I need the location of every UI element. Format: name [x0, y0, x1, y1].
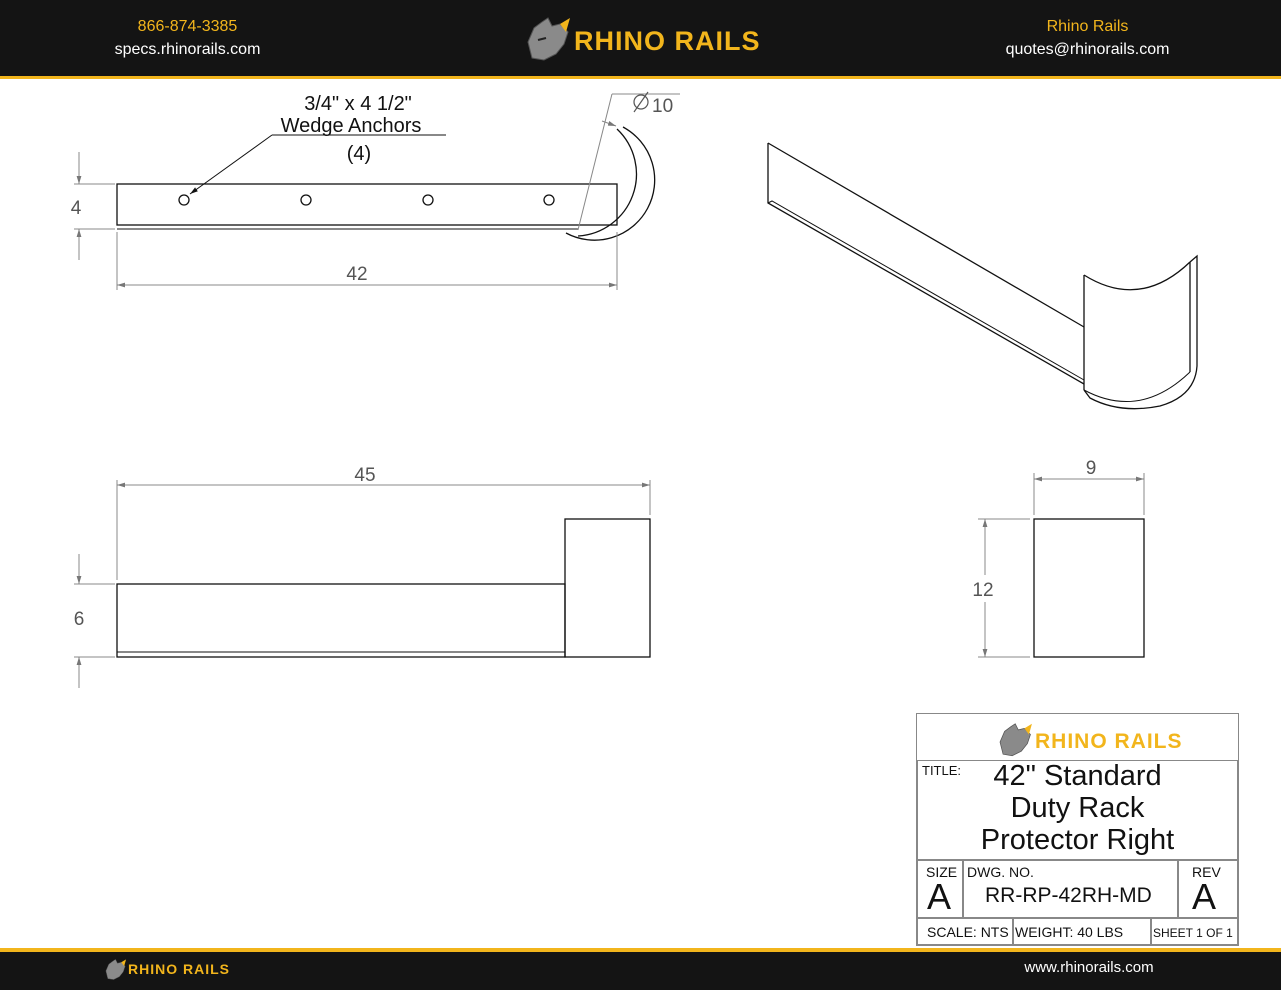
top-view-plate — [117, 184, 617, 225]
iso-cylinder-bottom — [1084, 372, 1190, 402]
sheet-value: SHEET 1 OF 1 — [1153, 926, 1233, 940]
anchor-leader-arrow — [190, 135, 272, 194]
dim-top-length-label: 42 — [346, 264, 368, 285]
anchor-hole-3 — [423, 195, 433, 205]
dim-side-length-label: 45 — [354, 465, 376, 486]
title-block-logo — [997, 718, 1183, 760]
iso-cylinder-outer — [1084, 256, 1197, 409]
diameter-leader — [578, 94, 612, 230]
iso-plate-edge — [768, 201, 1084, 380]
rev-value: A — [1192, 876, 1217, 917]
anchor-hole-1 — [179, 195, 189, 205]
isometric-view — [768, 143, 1197, 409]
side-view-plate — [117, 584, 565, 657]
footer-website-link[interactable]: www.rhinorails.com — [1024, 959, 1154, 976]
rev-label: REV — [1192, 864, 1221, 880]
drawing-title-line2: Duty Rack — [1010, 792, 1145, 824]
dim-end-width-label: 9 — [1085, 458, 1097, 479]
dwg-number: RR-RP-42RH-MD — [985, 884, 1152, 907]
dim-top-height-label: 4 — [70, 198, 82, 219]
diameter-label: 10 — [652, 96, 674, 117]
rhino-logo-icon — [997, 720, 1035, 758]
title-block-brand: RHINO RAILS — [1035, 730, 1183, 753]
side-view-cylinder — [565, 519, 650, 657]
footer-logo[interactable] — [104, 956, 230, 984]
rhino-logo-icon — [104, 957, 128, 981]
anchor-note-line3: (4) — [346, 143, 372, 165]
drawing-title-line1: 42" Standard — [993, 760, 1162, 792]
footer-brand-name: RHINO RAILS — [128, 961, 230, 977]
header-company: Rhino Rails — [1046, 18, 1129, 35]
dim-side-height-label: 6 — [73, 609, 85, 630]
header-brand-name: RHINO RAILS — [574, 26, 761, 56]
size-value: A — [927, 876, 952, 917]
header-email-link[interactable]: quotes@rhinorails.com — [1005, 41, 1170, 58]
drawing-title-line3: Protector Right — [980, 824, 1175, 856]
iso-plate-front — [768, 143, 1084, 384]
end-view — [978, 473, 1144, 657]
scale-value: SCALE: NTS — [927, 924, 1009, 940]
title-block — [916, 713, 1239, 946]
weight-value: WEIGHT: 40 LBS — [1015, 924, 1124, 940]
anchor-note-line1: 3/4" x 4 1/2" — [304, 93, 412, 115]
title-label: TITLE: — [922, 763, 962, 778]
size-label: SIZE — [926, 864, 958, 880]
anchor-note-line2: Wedge Anchors — [280, 115, 422, 137]
top-view-cylinder-outer — [578, 129, 636, 236]
anchor-hole-2 — [301, 195, 311, 205]
dwg-label: DWG. NO. — [967, 864, 1034, 880]
anchor-hole-4 — [544, 195, 554, 205]
dim-end-height-label: 12 — [972, 580, 994, 601]
header-phone[interactable]: 866-874-3385 — [137, 18, 238, 35]
side-view — [74, 480, 650, 688]
iso-cylinder-top-front — [1084, 262, 1190, 290]
iso-plate-top — [768, 143, 1084, 327]
end-view-outline — [1034, 519, 1144, 657]
header-specs-link[interactable]: specs.rhinorails.com — [114, 41, 261, 58]
